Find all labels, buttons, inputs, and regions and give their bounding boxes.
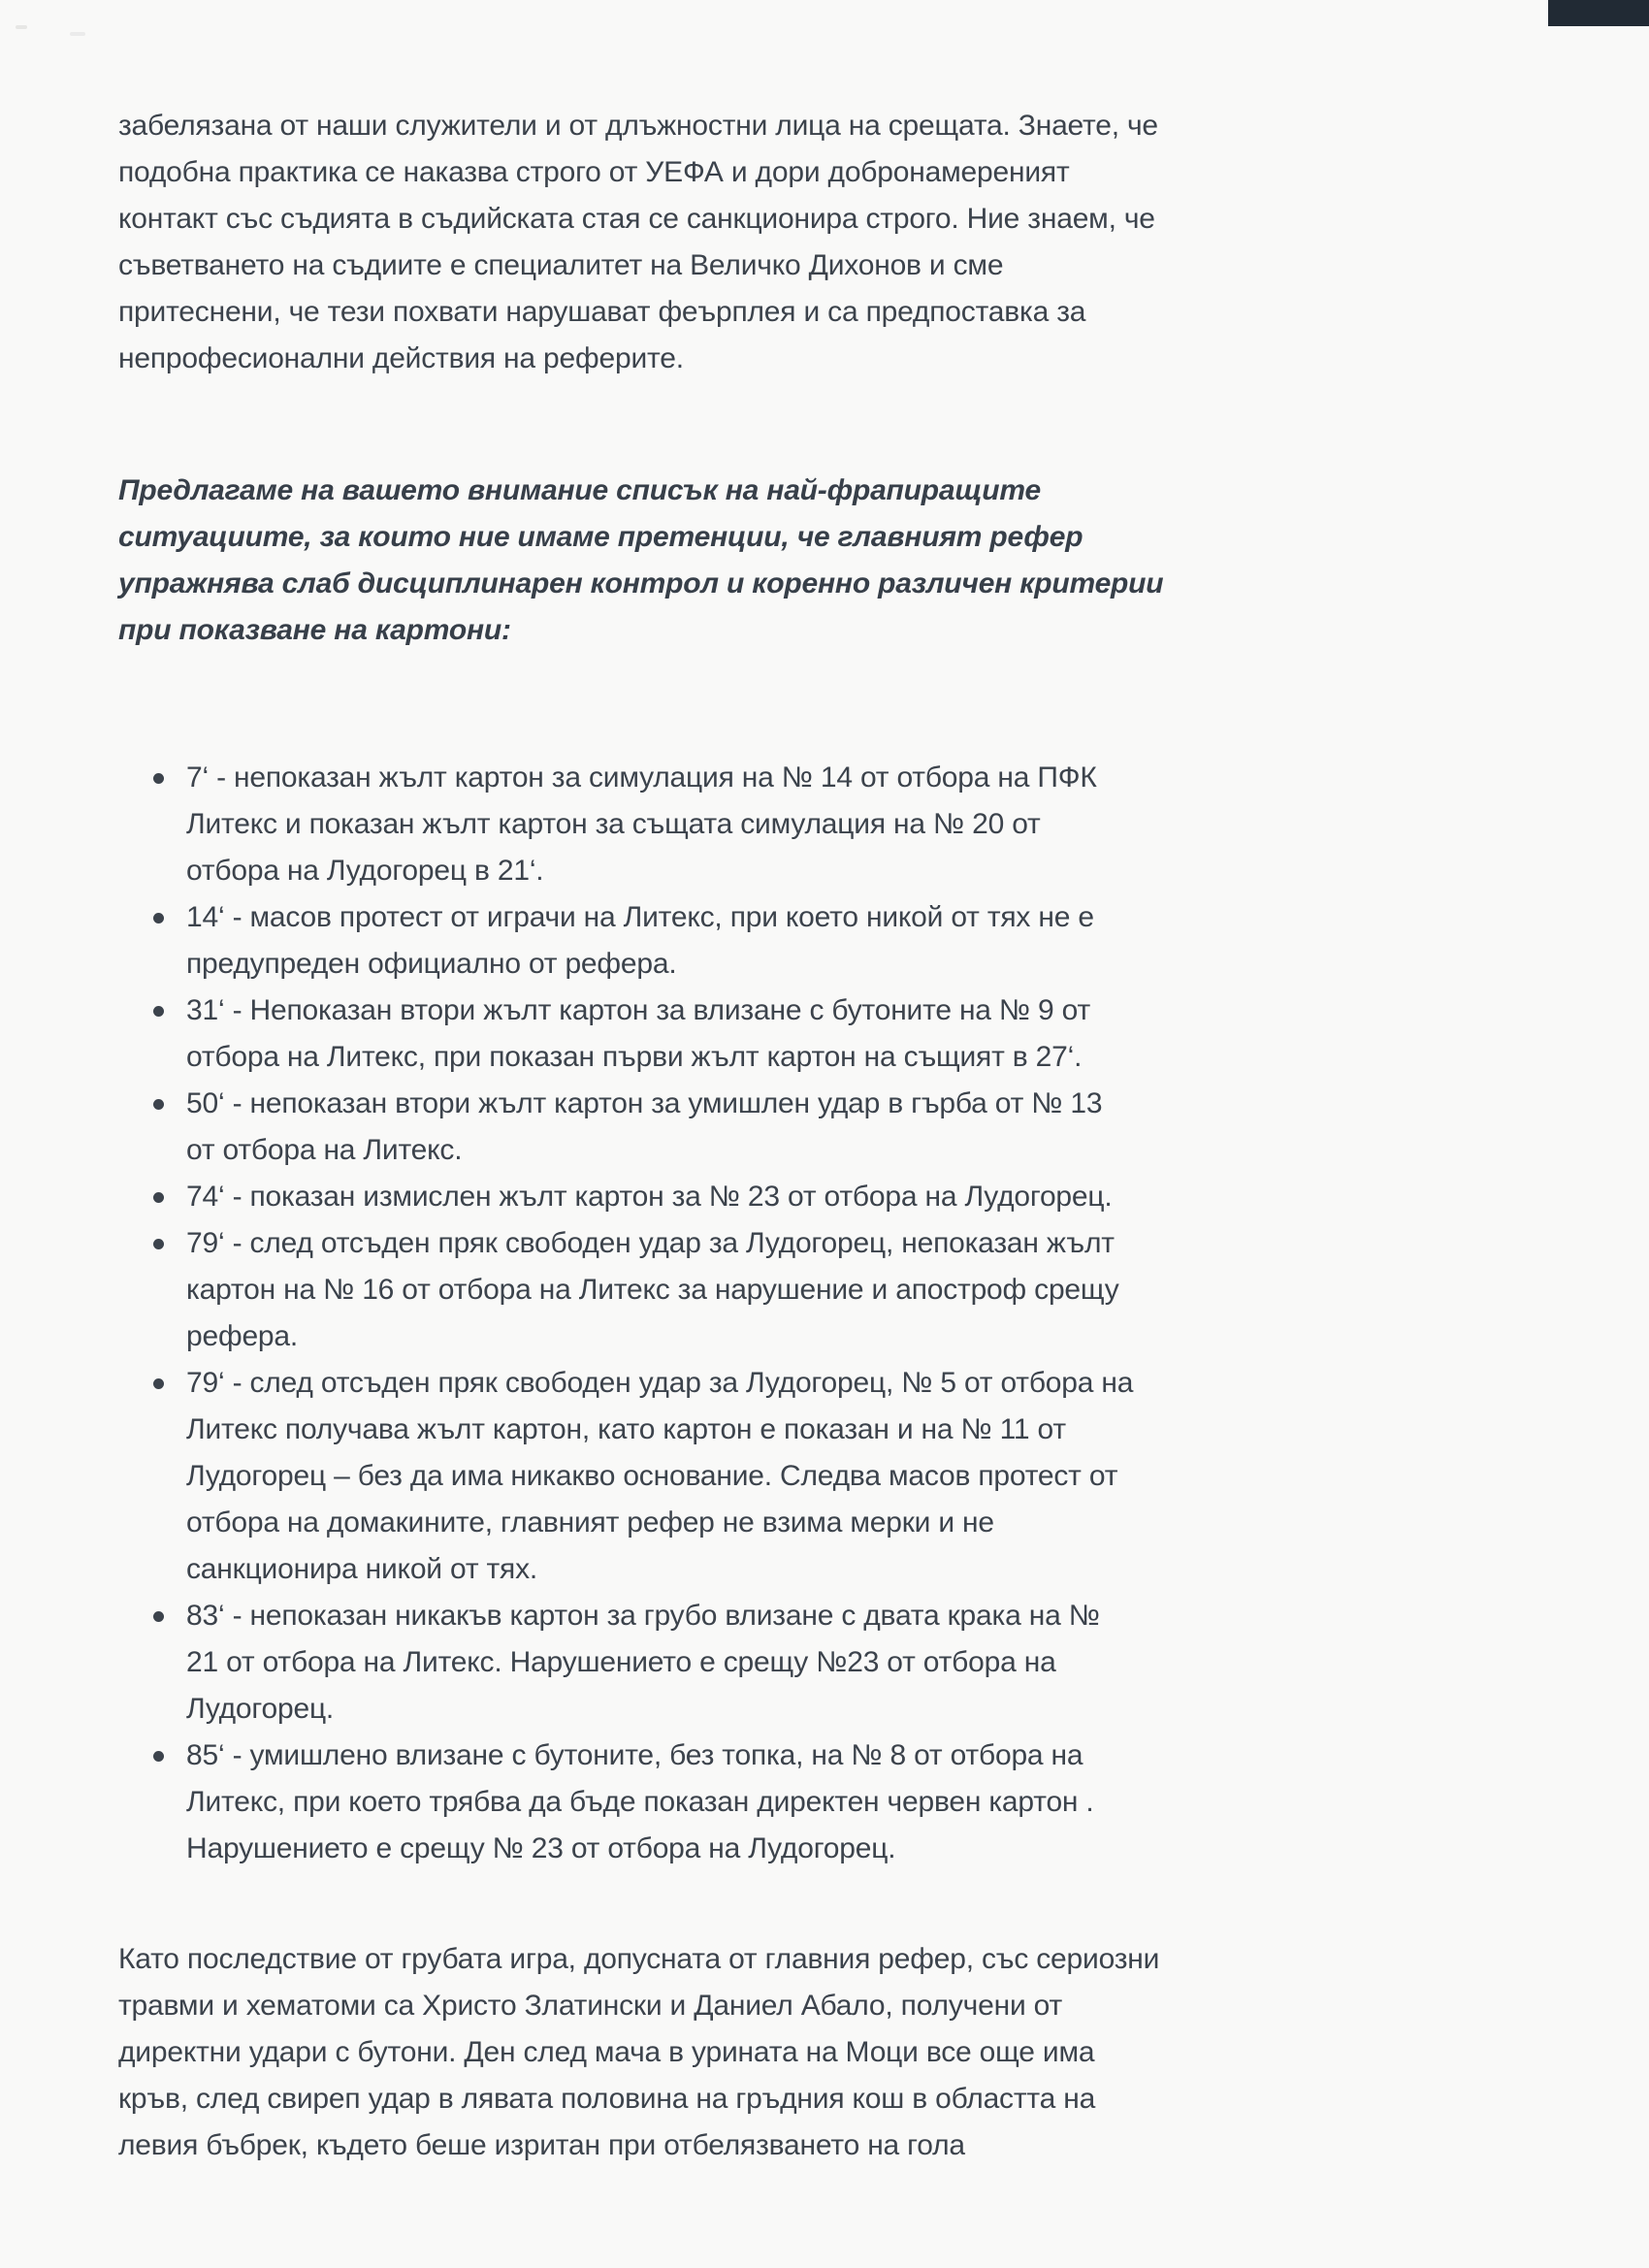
incident-text: 85‘ - умишлено влизане с бутоните, без топка, на № 8 от отбора на Литекс, при което трябва да бъде показан директен червен картон . Нарушението е срещу № 23 от отбора на Лудогорец. (186, 1739, 1094, 1864)
incident-text: 7‘ - непоказан жълт картон за симулация на № 14 от отбора на ПФК Литекс и показан жълт картон за същата симулация на № 20 от отбора на Лудогорец в 21‘. (186, 761, 1097, 887)
incident-item (118, 1733, 1137, 1872)
incident-item (118, 1220, 1137, 1360)
closing-paragraph: Като последствие от грубата игра, допусната от главния рефер, със сериозни травми и хематоми са Христо Златински и Даниел Абало, получени от директни удари с бутони. Ден след мача в урината на Моци все още има кръв, след свиреп удар в лявата половина на гръдния кош в областта на левия бъбрек, където беше изритан при отбелязването на гола (118, 1943, 1160, 2161)
incident-text: 31‘ - Непоказан втори жълт картон за влизане с бутоните на № 9 от отбора на Литекс, при показан първи жълт картон на същият в 27‘. (186, 994, 1091, 1073)
bullet-marker (153, 1751, 164, 1762)
bullet-marker (153, 1378, 164, 1389)
bullet-marker (153, 1099, 164, 1110)
bullet-marker (153, 1239, 164, 1249)
incident-text: 50‘ - непоказан втори жълт картон за умишлен удар в гърба от № 13 от отбора на Литекс. (186, 1087, 1103, 1166)
incident-item (118, 988, 1137, 1081)
lead-in-paragraph: Предлагаме на вашето внимание списък на най-фрапиращите ситуациите, за които ние имаме претенции, че главният рефер упражнява слаб дисциплинарен контрол и коренно различен критерии при показване на картони: (118, 474, 1164, 646)
incident-item (118, 894, 1137, 988)
incident-text: 83‘ - непоказан никакъв картон за грубо влизане с двата крака на № 21 от отбора на Литекс. Нарушението е срещу №23 от отбора на Лудогорец. (186, 1600, 1100, 1725)
incident-item (118, 1174, 1137, 1220)
bullet-marker (153, 1611, 164, 1622)
scan-corner-mark (1548, 0, 1649, 26)
bullet-marker (153, 1006, 164, 1017)
page-content (118, 0, 1164, 2169)
incident-item (118, 755, 1137, 894)
incident-text: 79‘ - след отсъден пряк свободен удар за Лудогорец, № 5 от отбора на Литекс получава жълт картон, като картон е показан и на № 11 от Лудогорец – без да има никакво основание. Следва масов протест от отбора на домакините, главният рефер не взима мерки и не санкционира никой от тях. (186, 1367, 1134, 1585)
incident-item (118, 1593, 1137, 1733)
bullet-marker (153, 1192, 164, 1203)
incident-text: 74‘ - показан измислен жълт картон за № 23 от отбора на Лудогорец. (186, 1181, 1113, 1213)
incident-text: 79‘ - след отсъден пряк свободен удар за Лудогорец, непоказан жълт картон на № 16 от отбора на Литекс за нарушение и апостроф срещу рефера. (186, 1227, 1119, 1352)
bullet-marker (153, 913, 164, 923)
scan-smudge (16, 25, 27, 29)
scan-smudge (70, 32, 85, 36)
incident-text: 14‘ - масов протест от играчи на Литекс, при което никой от тях не е предупреден официално от рефера. (186, 901, 1094, 980)
intro-paragraph: забелязана от наши служители и от длъжностни лица на срещата. Знаете, че подобна практика се наказва строго от УЕФА и дори добронамереният контакт със съдията в съдийската стая се санкционира строго. Ние знаем, че съветването на съдиите е специалитет на Величко Дихонов и сме притеснени, че тези похвати нарушават феърплея и са предпоставка за непрофесионални действия на реферите. (118, 110, 1158, 374)
incident-item (118, 1360, 1137, 1593)
bullet-marker (153, 773, 164, 784)
incident-item (118, 1081, 1137, 1174)
incident-list (118, 755, 1137, 1872)
